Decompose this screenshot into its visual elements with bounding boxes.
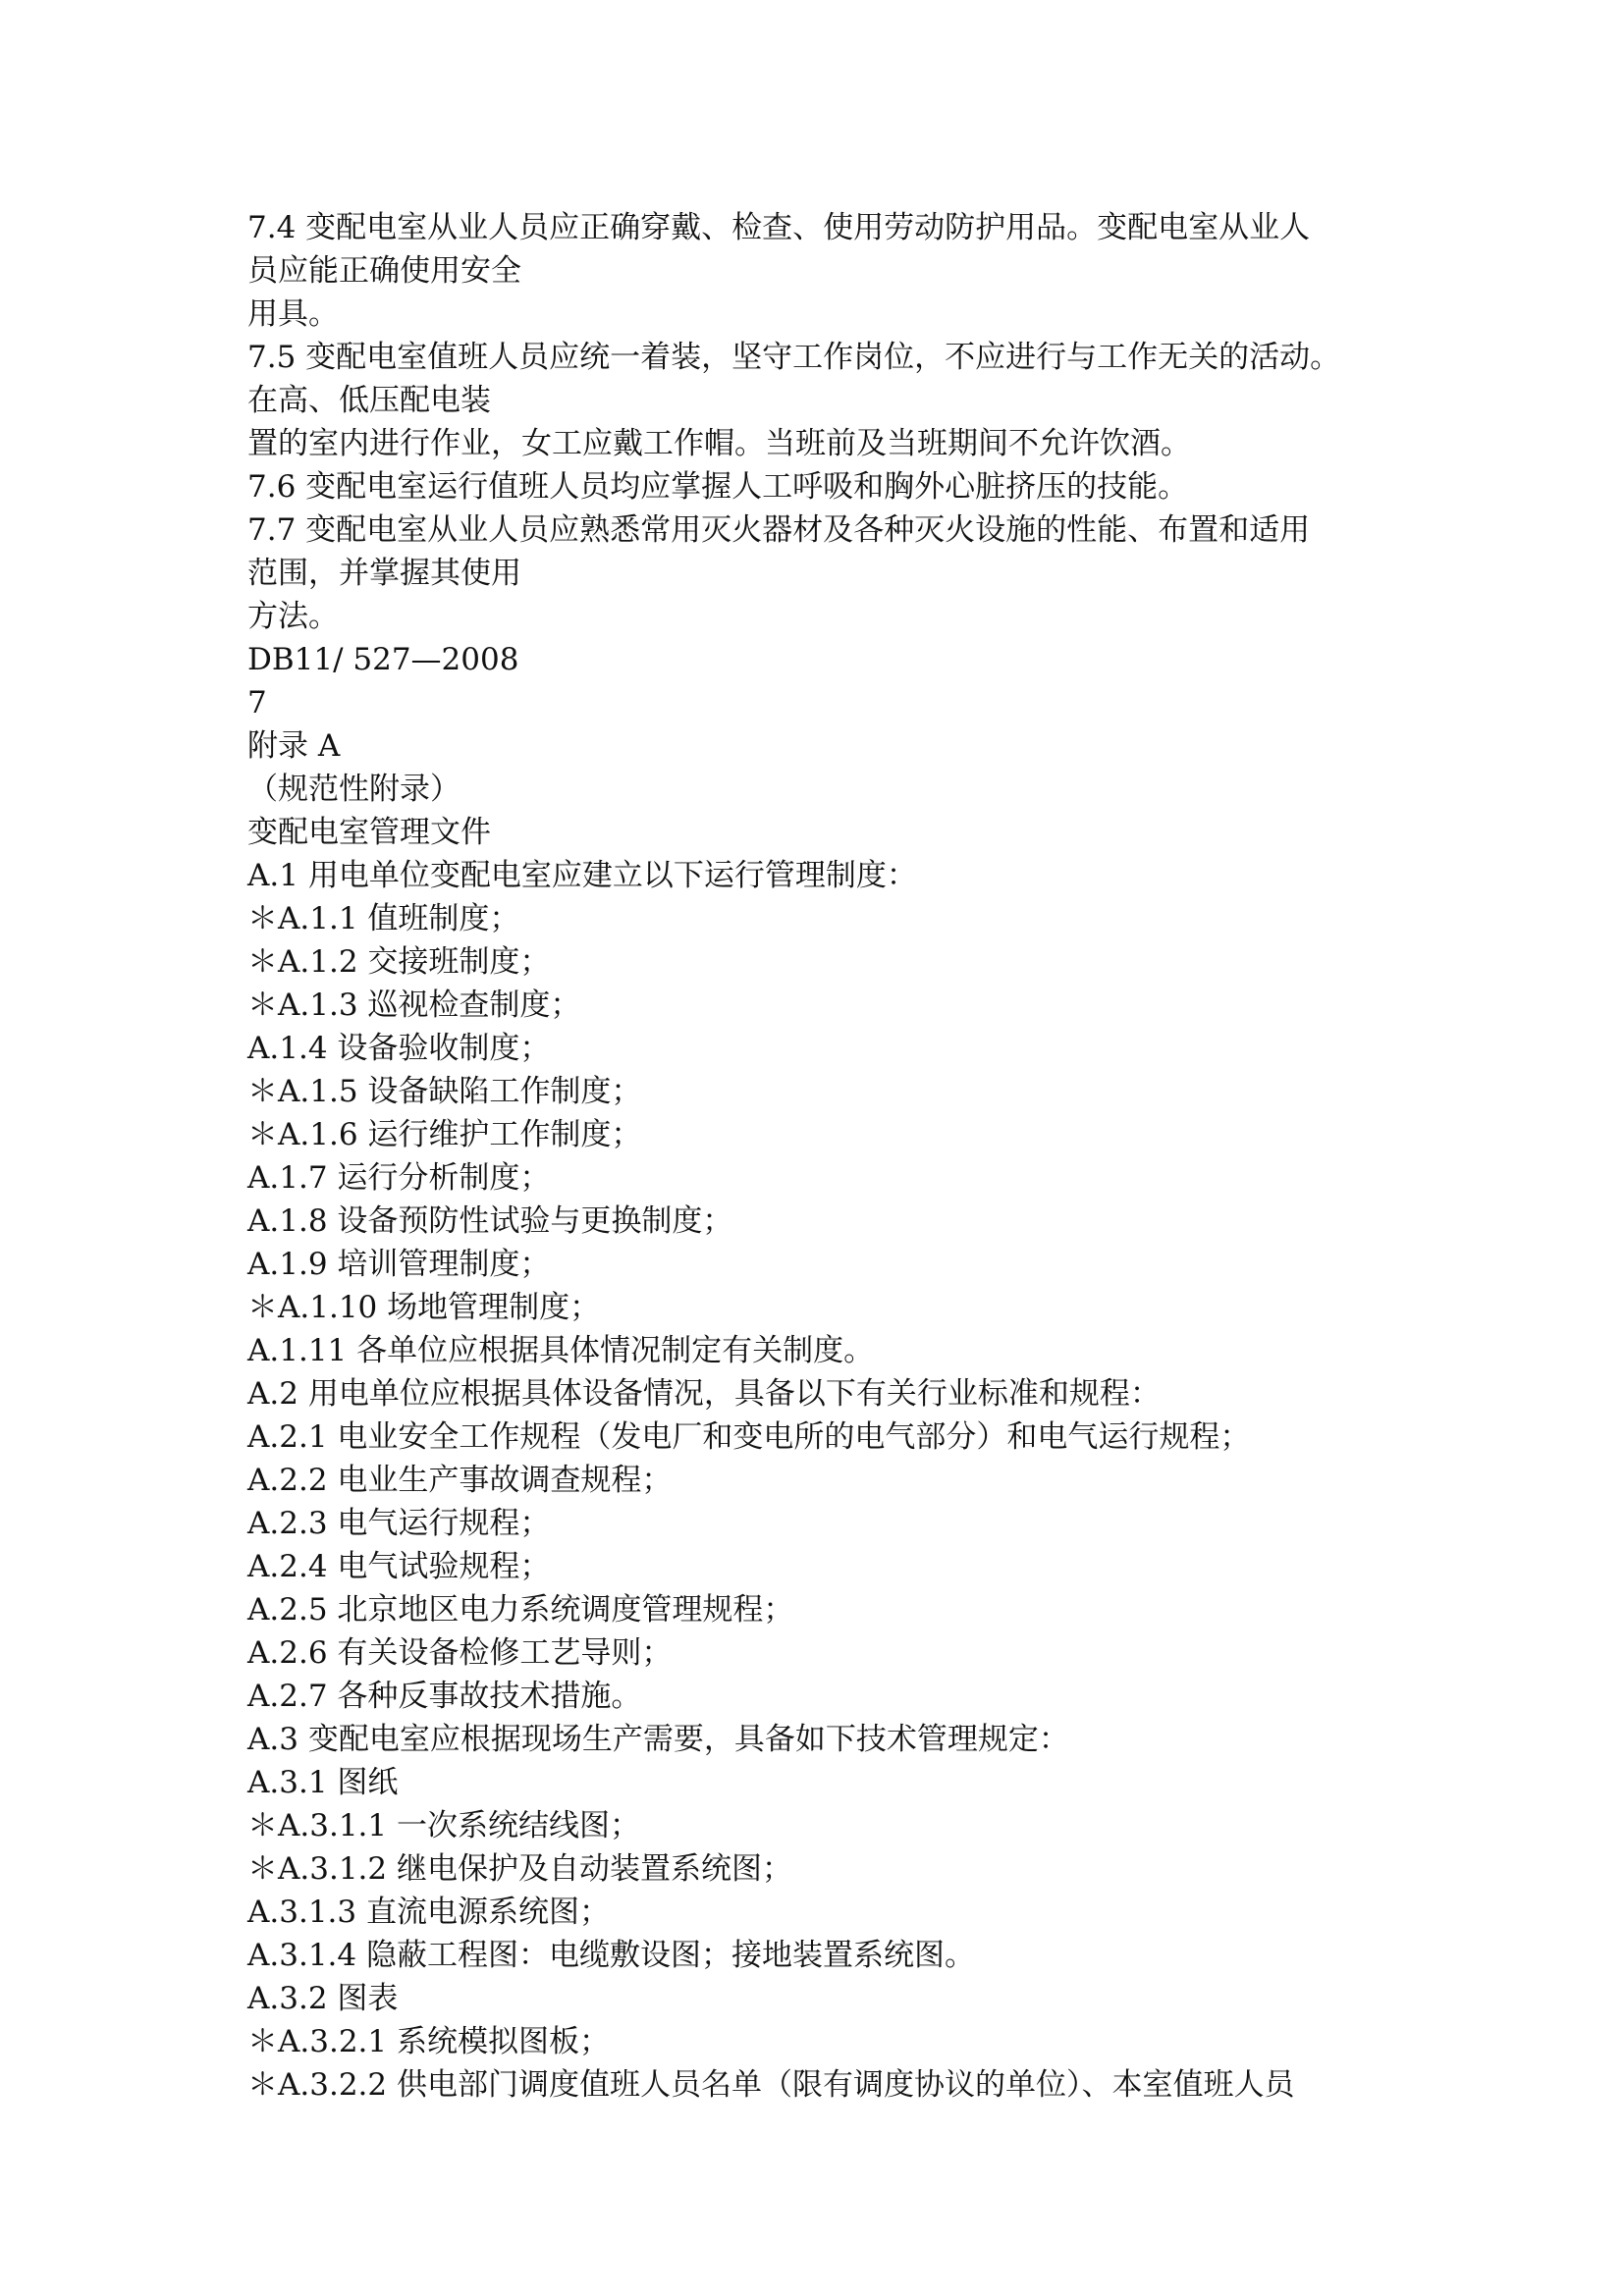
text-line: ＊A.1.3 巡视检查制度； [247, 988, 581, 1023]
text-line: ＊A.1.2 交接班制度； [247, 944, 551, 980]
text-line: ＊A.3.1.1 一次系统结线图； [247, 1808, 640, 1843]
text-line: ＊A.3.2.2 供电部门调度值班人员名单（限有调度协议的单位）、本室值班人员 [247, 2067, 1295, 2103]
text-line: ＊A.3.2.1 系统模拟图板； [247, 2024, 610, 2059]
text-line: 方法。 [247, 599, 339, 634]
text-line: A.1.9 培训管理制度； [247, 1247, 551, 1282]
text-line: A.3.1.3 直流电源系统图； [247, 1895, 610, 1930]
text-line: （规范性附录） [247, 772, 460, 807]
text-line: DB11/ 527—2008 [247, 642, 519, 677]
text-line: 员应能正确使用安全 [247, 253, 521, 289]
text-line: A.2.7 各种反事故技术措施。 [247, 1679, 642, 1714]
text-line: ＊A.1.1 值班制度； [247, 901, 520, 936]
text-line: 7.5 变配电室值班人员应统一着装，坚守工作岗位，不应进行与工作无关的活动。 [247, 340, 1341, 375]
text-line: A.2 用电单位应根据具体设备情况，具备以下有关行业标准和规程： [247, 1376, 1161, 1412]
text-line: A.1.8 设备预防性试验与更换制度； [247, 1203, 733, 1239]
text-line: A.3.1.4 隐蔽工程图：电缆敷设图；接地装置系统图。 [247, 1938, 975, 1973]
text-line: A.2.1 电业安全工作规程（发电厂和变电所的电气部分）和电气运行规程； [247, 1419, 1251, 1455]
text-line: A.1.4 设备验收制度； [247, 1031, 551, 1066]
text-line: A.2.3 电气运行规程； [247, 1506, 551, 1541]
text-line: A.2.4 电气试验规程； [247, 1549, 551, 1584]
text-line: A.2.6 有关设备检修工艺导则； [247, 1635, 673, 1671]
text-line: 置的室内进行作业，女工应戴工作帽。当班前及当班期间不允许饮酒。 [247, 426, 1191, 461]
text-line: 在高、低压配电装 [247, 383, 491, 418]
text-line: A.3 变配电室应根据现场生产需要，具备如下技术管理规定： [247, 1722, 1069, 1757]
text-line: 7.7 变配电室从业人员应熟悉常用灭火器材及各种灭火设施的性能、布置和适用 [247, 512, 1311, 548]
text-line: A.3.2 图表 [247, 1981, 399, 2016]
text-line: 附录 A [247, 728, 341, 764]
text-line: 范围，并掌握其使用 [247, 556, 521, 591]
text-line: 变配电室管理文件 [247, 815, 491, 850]
text-line: ＊A.1.5 设备缺陷工作制度； [247, 1074, 642, 1109]
text-line: ＊A.3.1.2 继电保护及自动装置系统图； [247, 1851, 792, 1887]
text-line: ＊A.1.10 场地管理制度； [247, 1290, 601, 1325]
text-line: A.2.5 北京地区电力系统调度管理规程； [247, 1592, 794, 1628]
text-line: A.2.2 电业生产事故调查规程； [247, 1463, 673, 1498]
text-line: A.1.7 运行分析制度； [247, 1160, 551, 1196]
text-line: 用具。 [247, 296, 339, 332]
document-body [247, 206, 1396, 2107]
text-line: 7.6 变配电室运行值班人员均应掌握人工呼吸和胸外心脏挤压的技能。 [247, 469, 1189, 505]
text-line: 7.4 变配电室从业人员应正确穿戴、检查、使用劳动防护用品。变配电室从业人 [247, 210, 1311, 245]
text-line: 7 [247, 685, 267, 721]
text-line: A.1 用电单位变配电室应建立以下运行管理制度： [247, 858, 917, 893]
text-line: ＊A.1.6 运行维护工作制度； [247, 1117, 642, 1152]
text-line: A.3.1 图纸 [247, 1765, 399, 1800]
text-line: A.1.11 各单位应根据具体情况制定有关制度。 [247, 1333, 875, 1368]
